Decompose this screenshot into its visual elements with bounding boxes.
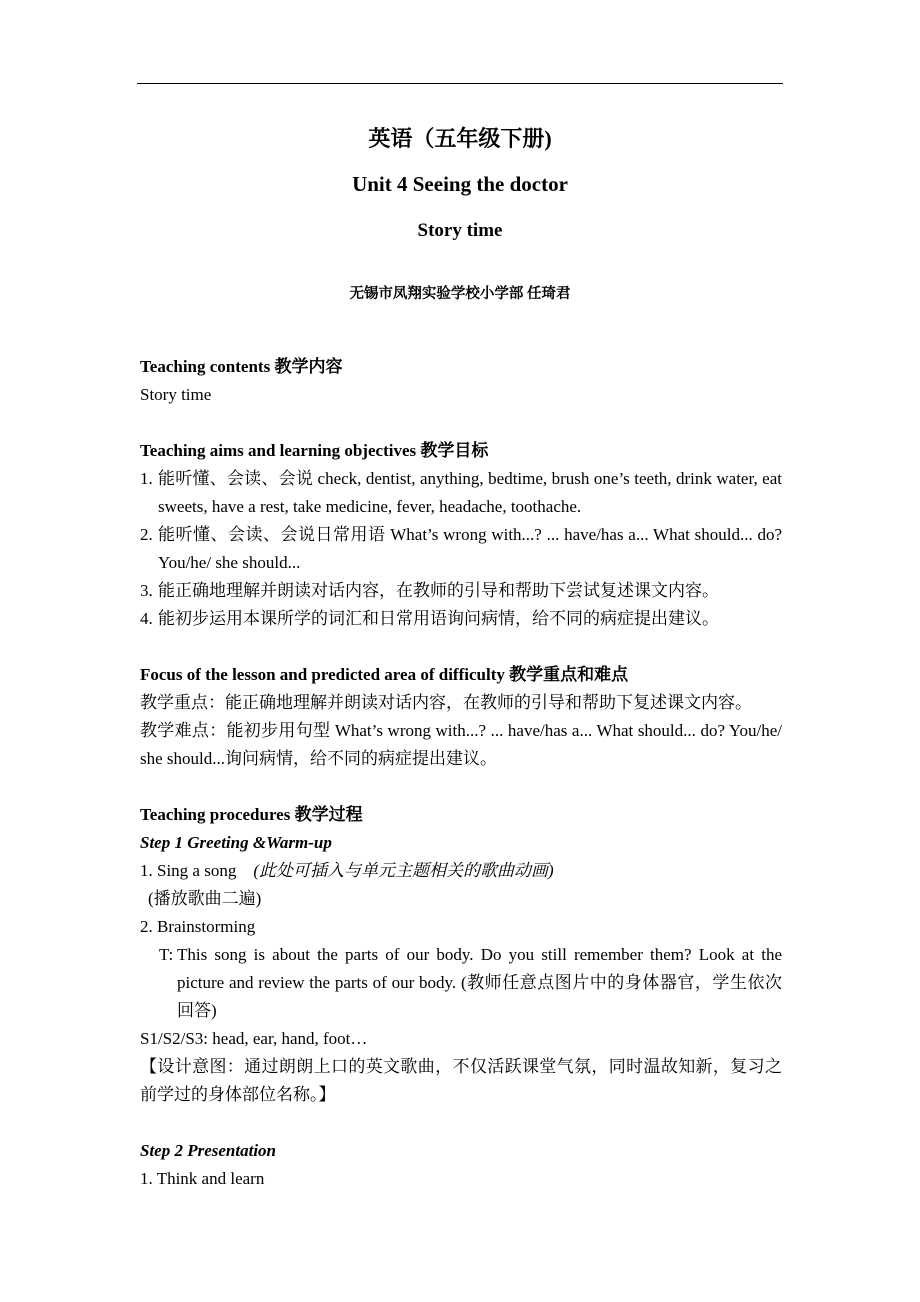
section-title: Story time <box>417 220 503 241</box>
students-line: S1/S2/S3: head, ear, hand, foot… <box>140 1029 368 1048</box>
design-intent-text: 【设计意图：通过朗朗上口的英文歌曲，不仅活跃课堂气氛，同时温故知新，复习之前学过的身体部位名称。】 <box>140 1057 782 1104</box>
aims-item <box>140 521 782 577</box>
aims-item-number: 4. <box>140 609 153 628</box>
contents-heading: Teaching contents 教学内容 <box>140 357 343 376</box>
aims-item-number: 2. <box>140 525 153 544</box>
step2-item1: 1. Think and learn <box>140 1169 265 1188</box>
step2-title: Step 2 Presentation <box>140 1141 277 1160</box>
step1-title: Step 1 Greeting &Warm-up <box>140 833 332 852</box>
aims-item-text: 能听懂、会读、会说日常用语 What’s wrong with...? ... have/has a... What should... do? You/he/ she should... <box>158 525 782 572</box>
unit-title: Unit 4 Seeing the doctor <box>352 172 568 196</box>
step1-item2-label: 2. Brainstorming <box>140 917 256 936</box>
step1-item1-label: 1. Sing a song <box>140 861 237 880</box>
aims-item <box>140 577 782 605</box>
document-body <box>140 353 782 1193</box>
aims-item-text: 能听懂、会读、会说 check, dentist, anything, bedtime, brush one’s teeth, drink water, eat sweets, have a rest, take medicine, fever, headache, toothache. <box>158 469 782 516</box>
step1-item1-sub: (播放歌曲二遍) <box>148 889 262 908</box>
procedures-heading: Teaching procedures 教学过程 <box>140 805 363 824</box>
aims-heading: Teaching aims and learning objectives 教学目标 <box>140 441 489 460</box>
aims-item-text: 能正确地理解并朗读对话内容，在教师的引导和帮助下尝试复述课文内容。 <box>158 581 719 600</box>
aims-item-number: 3. <box>140 581 153 600</box>
teacher-text: This song is about the parts of our body. Do you still remember them? Look at the picture and review the parts of our body. (教师任意点图片中的身体器官，学生依次回答) <box>177 945 782 1020</box>
step1-item1-note: (此处可插入与单元主题相关的歌曲动画) <box>253 861 554 880</box>
design-intent <box>140 1053 782 1109</box>
teacher-label: T: <box>159 945 174 964</box>
focus-heading: Focus of the lesson and predicted area of difficulty 教学重点和难点 <box>140 665 629 684</box>
header-rule <box>137 83 783 84</box>
aims-item-number: 1. <box>140 469 153 488</box>
step1-item1 <box>140 857 782 885</box>
focus-key-point: 教学重点：能正确地理解并朗读对话内容，在教师的引导和帮助下复述课文内容。 <box>140 693 752 712</box>
author-line: 无锡市凤翔实验学校小学部 任琦君 <box>349 286 571 302</box>
focus-difficulty: 教学难点：能初步用句型 What’s wrong with...? ... have/has a... What should... do? You/he/ she should...询问病情，给不同的病症提出建议。 <box>140 721 782 768</box>
contents-text: Story time <box>140 385 212 404</box>
document-title: 英语（五年级下册) <box>368 126 552 151</box>
teacher-line <box>140 941 782 1025</box>
aims-item <box>140 465 782 521</box>
aims-item-text: 能初步运用本课所学的词汇和日常用语询问病情，给不同的病症提出建议。 <box>158 609 719 628</box>
aims-item <box>140 605 782 633</box>
